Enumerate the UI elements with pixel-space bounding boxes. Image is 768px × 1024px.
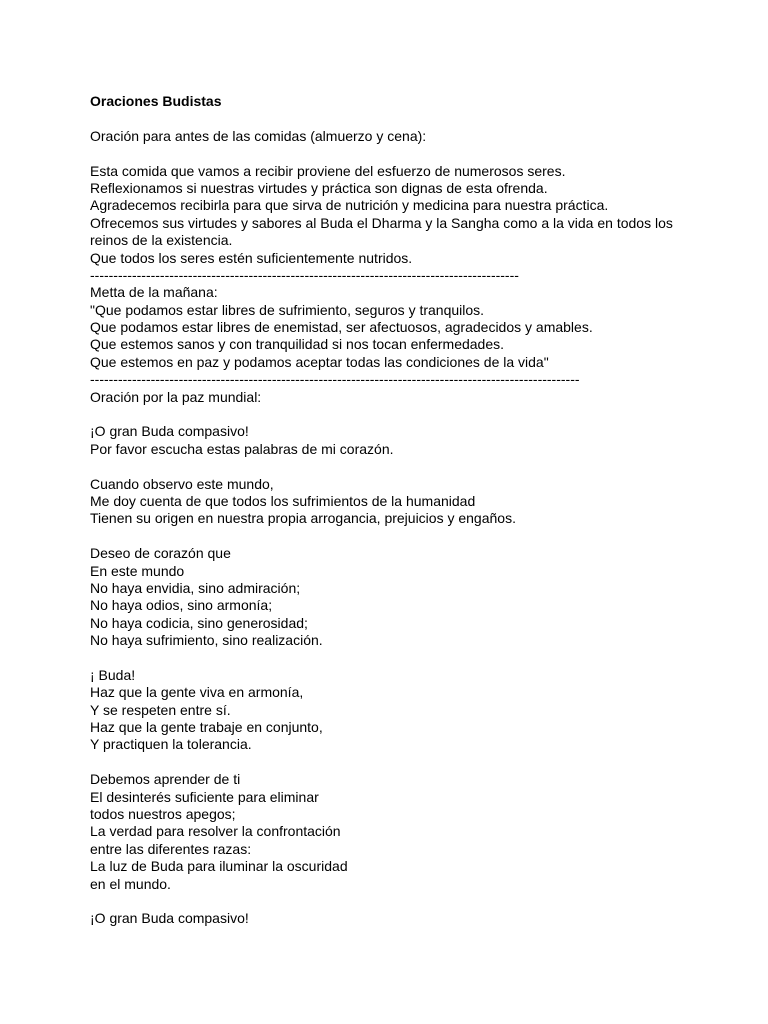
- spacer: [90, 650, 760, 667]
- peace-prayer-line: Cuando observo este mundo,: [90, 475, 274, 492]
- meal-prayer-line: Reflexionamos si nuestras virtudes y práctica son dignas de esta ofrenda.: [90, 179, 548, 196]
- spacer: [90, 754, 760, 771]
- peace-prayer-line: en el mundo.: [90, 875, 171, 892]
- peace-prayer-line: No haya sufrimiento, sino realización.: [90, 632, 323, 649]
- peace-prayer-closing: ¡O gran Buda compasivo!: [90, 910, 249, 927]
- metta-line: Que podamos estar libres de enemistad, ser afectuosos, agradecidos y amables.: [90, 319, 593, 336]
- peace-prayer-line: todos nuestros apegos;: [90, 806, 236, 823]
- spacer: [90, 145, 760, 162]
- document-page: [90, 93, 760, 928]
- peace-prayer-line: No haya odios, sino armonía;: [90, 597, 273, 614]
- peace-prayer-line: Deseo de corazón que: [90, 545, 231, 562]
- peace-prayer-heading: Oración por la paz mundial:: [90, 388, 262, 405]
- peace-prayer-line: ¡ Buda!: [90, 666, 136, 683]
- peace-prayer-line: Por favor escucha estas palabras de mi corazón.: [90, 440, 394, 457]
- spacer: [90, 528, 760, 545]
- meal-prayer-line: Ofrecemos sus virtudes y sabores al Buda el Dharma y la Sangha como a la vida en todos los: [90, 214, 673, 231]
- meal-prayer-line: Agradecemos recibirla para que sirva de nutrición y medicina para nuestra práctica.: [90, 197, 609, 214]
- peace-prayer-line: Tienen su origen en nuestra propia arrogancia, prejuicios y engaños.: [90, 510, 516, 527]
- peace-prayer-line: El desinterés suficiente para eliminar: [90, 788, 319, 805]
- separator-line: ---------------------------------------------------------------------------------------------------------: [90, 371, 580, 388]
- spacer: [90, 110, 760, 127]
- peace-prayer-line: Debemos aprender de ti: [90, 771, 241, 788]
- metta-line: Que estemos en paz y podamos aceptar todas las condiciones de la vida": [90, 353, 549, 370]
- separator-line: --------------------------------------------------------------------------------------------: [90, 266, 519, 283]
- meal-prayer-line: Esta comida que vamos a recibir proviene del esfuerzo de numerosos seres.: [90, 162, 566, 179]
- spacer: [90, 458, 760, 475]
- peace-prayer-line: Y practiquen la tolerancia.: [90, 736, 252, 753]
- peace-prayer-line: Me doy cuenta de que todos los sufrimientos de la humanidad: [90, 492, 476, 509]
- spacer: [90, 893, 760, 910]
- metta-heading: Metta de la mañana:: [90, 284, 218, 301]
- peace-prayer-line: entre las diferentes razas:: [90, 840, 252, 857]
- peace-prayer-line: En este mundo: [90, 562, 185, 579]
- meal-prayer-line: reinos de la existencia.: [90, 232, 233, 249]
- metta-line: "Que podamos estar libres de sufrimiento, seguros y tranquilos.: [90, 301, 485, 318]
- metta-line: Que estemos sanos y con tranquilidad si nos tocan enfermedades.: [90, 336, 505, 353]
- peace-prayer-line: La verdad para resolver la confrontación: [90, 823, 341, 840]
- peace-prayer-line: Haz que la gente trabaje en conjunto,: [90, 719, 323, 736]
- peace-prayer-line: Haz que la gente viva en armonía,: [90, 684, 304, 701]
- spacer: [90, 406, 760, 423]
- peace-prayer-line: La luz de Buda para iluminar la oscuridad: [90, 858, 348, 875]
- peace-prayer-line: ¡O gran Buda compasivo!: [90, 423, 249, 440]
- meal-prayer-heading: Oración para antes de las comidas (almuerzo y cena):: [90, 127, 427, 144]
- document-title: Oraciones Budistas: [90, 93, 222, 109]
- meal-prayer-line: Que todos los seres estén suficientemente nutridos.: [90, 249, 413, 266]
- peace-prayer-line: Y se respeten entre sí.: [90, 701, 231, 718]
- peace-prayer-line: No haya codicia, sino generosidad;: [90, 614, 308, 631]
- peace-prayer-line: No haya envidia, sino admiración;: [90, 579, 301, 596]
